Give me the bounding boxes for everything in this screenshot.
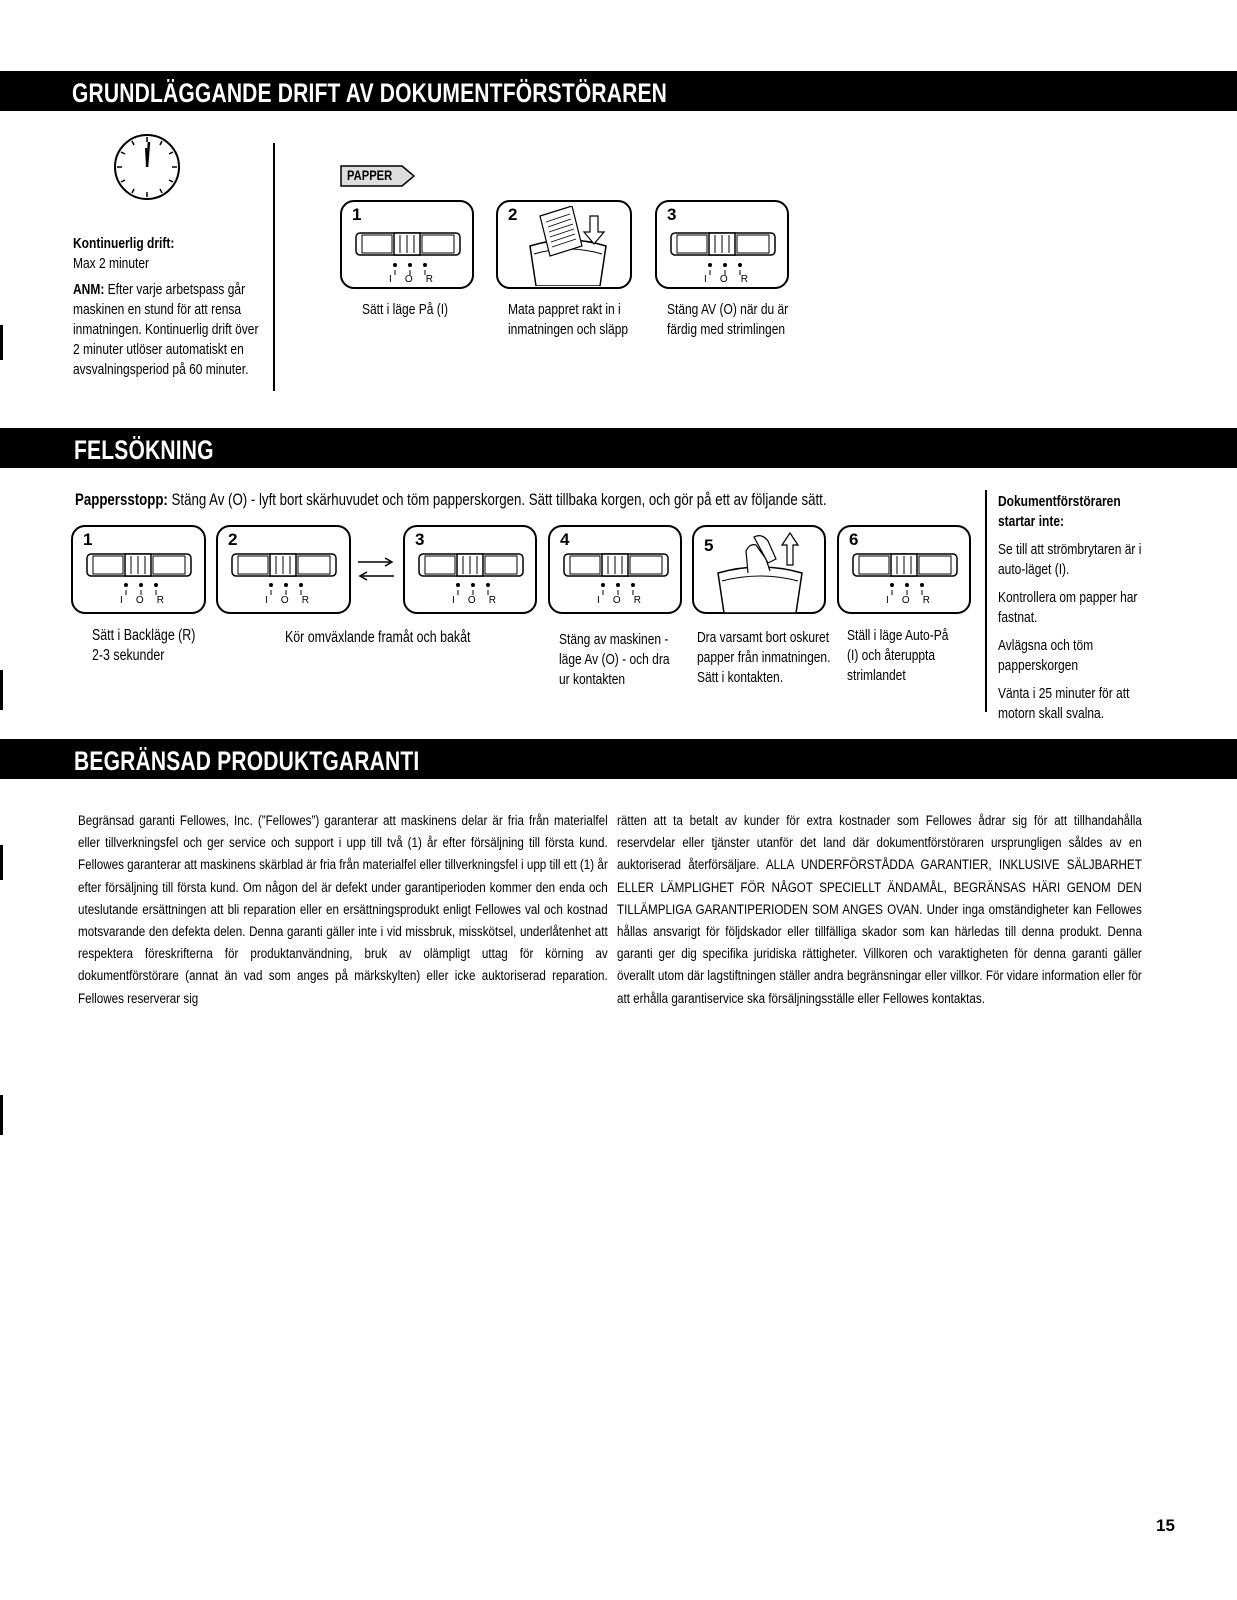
vertical-divider [273,143,275,391]
switch-label-off: O [901,595,910,606]
sidebar-item-line: Se till att strömbrytaren är i [998,541,1142,558]
caption-line: Sätt i Backläge (R) [92,627,196,644]
sidebar-item [998,636,1141,676]
switch-label-on: I [452,595,455,606]
continuous-label: Kontinuerlig drift: [73,235,175,252]
switch-label-on: I [120,595,123,606]
sidebar-item-line: Vänta i 25 minuter för att [998,685,1130,702]
margin-mark [0,1095,3,1135]
margin-mark [0,670,3,710]
step-number: 5 [704,536,714,555]
switch-label-reverse: R [156,595,164,606]
switch-label-off: O [404,274,413,285]
switch-icon [85,550,193,582]
note-line: avsvalningsperiod på 60 minuter. [73,361,249,378]
caption-line: ur kontakten [559,671,626,688]
sidebar-title: startar inte: [998,513,1065,530]
alternate-arrows-icon [356,555,396,583]
caption-line: inmatningen och släpp [508,321,629,338]
switch-icon [230,550,338,582]
caption-line: Mata pappret rakt in i [508,301,621,318]
note-line: 2 minuter utlöser automatiskt en [73,341,244,358]
caption-line: Stäng AV (O) när du är [667,301,789,318]
warranty-column-2: rätten att ta betalt av kunder för extra kostnader som Fellowes ådrar sig för att tillhandahålla reservdelar eller tjänster utanför det land där dokumentförstöraren ursprungligen såldes av en auktoriserad återförsäljare. ALLA UNDERFÖRSTÅDDA GARANTIER, INKLUSIVE SÄLJBARHET ELLER LÄMPLIGHET FÖR NÅGOT SPECIELLT ÄNDAMÅL, BEGRÄNSAS HÄRI GENOM DEN TILLÄMPLIGA GARANTIPERIODEN SOM ANGES OVAN. Under inga omständigheter kan Fellowes hållas ansvarigt för följdskador eller tillfälliga skador som kan härledas till denna produkt. Denna garanti ger dig specifika juridiska rättigheter. Villkoren och varaktigheten för denna garanti gäller överallt utom där lagstiftningen ställer andra begränsningar eller villkor. För vidare information eller för att erhålla garantiservice ska försäljningsställe eller Fellowes kontaktas. [617,813,1142,1007]
switch-label-off: O [467,595,476,606]
switch-icon [417,550,525,582]
sidebar-item-line: motorn skall svalna. [998,705,1105,722]
switch-dots-icon [119,582,163,596]
step-number: 6 [849,530,859,549]
switch-label-on: I [597,595,600,606]
sidebar-title: Dokumentförstöraren [998,493,1121,510]
troubleshoot-step-1 [71,525,206,614]
switch-label-off: O [612,595,621,606]
continuous-operation-block [73,234,258,380]
sidebar-item-line: Kontrollera om papper har [998,589,1138,606]
switch-label-reverse: R [633,595,641,606]
note-line [73,280,258,300]
troubleshoot-step-2 [216,525,351,614]
caption-line: strimlandet [847,667,906,684]
switch-labels [120,595,164,606]
note-line: inmatningen. Kontinuerlig drift över [73,321,259,338]
caption-line: färdig med strimlingen [667,321,786,338]
troubleshoot-step-4-caption [559,630,670,690]
switch-label-on: I [886,595,889,606]
caption-line: läge Av (O) - och dra [559,651,670,668]
switch-label-reverse: R [922,595,930,606]
operation-step-1-caption [362,300,448,320]
operation-step-1 [340,200,474,289]
switch-labels [452,595,496,606]
switch-dots-icon [596,582,640,596]
troubleshoot-step-1-caption [92,626,195,666]
step-number: 1 [352,205,362,224]
caption-line: Sätt i läge På (I) [362,301,449,318]
caption-line: 2-3 sekunder [92,647,165,664]
caption-line: (I) och återuppta [847,647,936,664]
switch-label-off: O [135,595,144,606]
switch-label-on: I [389,274,392,285]
caption-line: papper från inmatningen. [697,649,831,666]
paper-tag: PAPPER [347,167,393,183]
paper-jam-instruction [75,490,827,510]
switch-dots-icon [264,582,308,596]
section-title: GRUNDLÄGGANDE DRIFT AV DOKUMENTFÖRSTÖRAREN [72,78,668,108]
caption-line: Dra varsamt bort oskuret [697,629,830,646]
troubleshoot-step-5-caption [697,628,830,688]
switch-labels [886,595,930,606]
section-title: BEGRÄNSAD PRODUKTGARANTI [74,746,420,776]
margin-mark [0,325,3,360]
sidebar-item [998,684,1141,724]
sidebar-item-line: auto-läget (I). [998,561,1070,578]
section-header-operation [0,71,1237,111]
step-number: 2 [228,530,238,549]
shredder-remove-paper-icon [710,529,820,613]
switch-label-reverse: R [301,595,309,606]
step-number: 2 [508,205,518,224]
switch-label-reverse: R [488,595,496,606]
step-number: 4 [560,530,570,549]
operation-step-2-caption [508,300,628,340]
shredder-paper-feed-icon [520,206,615,286]
switch-labels [704,274,748,285]
switch-label-off: O [280,595,289,606]
caption-line: Ställ i läge Auto-På [847,627,949,644]
clock-icon [112,132,182,202]
step-number: 3 [415,530,425,549]
sidebar-item [998,588,1141,628]
troubleshoot-step-3 [403,525,537,614]
switch-label-on: I [704,274,707,285]
step-number: 1 [83,530,93,549]
troubleshoot-step-5 [692,525,826,614]
switch-label-off: O [719,274,728,285]
troubleshoot-step-6 [837,525,971,614]
step-number: 3 [667,205,677,224]
paper-jam-text: Stäng Av (O) - lyft bort skärhuvudet och töm papperskorgen. Sätt tillbaka korgen, och gör på ett av följande sätt. [171,490,827,509]
page-number: 15 [1156,1516,1175,1535]
sidebar-divider [985,490,987,712]
sidebar-item-line: fastnat. [998,609,1038,626]
operation-step-2 [496,200,632,289]
caption-line: Stäng av maskinen - [559,631,669,648]
switch-labels [265,595,309,606]
sidebar-item [998,540,1141,580]
section-header-warranty [0,739,1237,779]
troubleshoot-step-2-caption [285,628,470,648]
switch-icon [669,229,777,261]
switch-dots-icon [451,582,495,596]
switch-icon [354,229,462,261]
operation-step-3 [655,200,789,289]
margin-mark [0,845,3,880]
troubleshoot-step-4 [548,525,682,614]
switch-labels [389,274,433,285]
sidebar-item-line: papperskorgen [998,657,1079,674]
section-header-troubleshooting [0,428,1237,468]
switch-label-on: I [265,595,268,606]
operation-step-3-caption [667,300,788,340]
switch-label-reverse: R [740,274,748,285]
caption-line: Kör omväxlande framåt och bakåt [285,629,471,646]
warranty-column-1: Begränsad garanti Fellowes, Inc. (”Fellowes”) garanterar att maskinens delar är fria från materialfel eller tillverkningsfel och ger service och support i upp till två (1) år efter försäljning till första kund. Fellowes garanterar att maskinens skärblad är fria från materialfel eller tillverkningsfel i upp till ett (1) år efter försäljning till första kund. Om någon del är defekt under garantiperioden kommer den enda och uteslutande ersättningen att bli reparation eller en ersättningsprodukt enligt Fellowes val och kostnad motsvarande den defekta delen. Denna garanti gäller inte i vid missbruk, misskötsel, underlåtenhet att respektera föreskrifterna för produktanvändning, bruk av olämpligt uttag för körning av dokumentförstörare (annat än vad som anges på märkskylten) eller icke auktoriserad reparation. Fellowes reserverar sig [78,813,608,1007]
continuous-value: Max 2 minuter [73,255,150,272]
note-line: maskinen en stund för att rensa [73,301,242,318]
section-title: FELSÖKNING [74,435,214,465]
note-label: ANM: [73,281,105,298]
note-line: Efter varje arbetspass går [107,281,246,298]
paper-jam-label: Pappersstopp: [75,490,168,509]
switch-dots-icon [885,582,929,596]
troubleshoot-step-6-caption [847,626,948,686]
switch-icon [851,550,959,582]
switch-labels [597,595,641,606]
sidebar-item-line: Avlägsna och töm [998,637,1094,654]
caption-line: Sätt i kontakten. [697,669,784,686]
switch-label-reverse: R [425,274,433,285]
switch-icon [562,550,670,582]
sidebar-not-starting [998,492,1141,724]
